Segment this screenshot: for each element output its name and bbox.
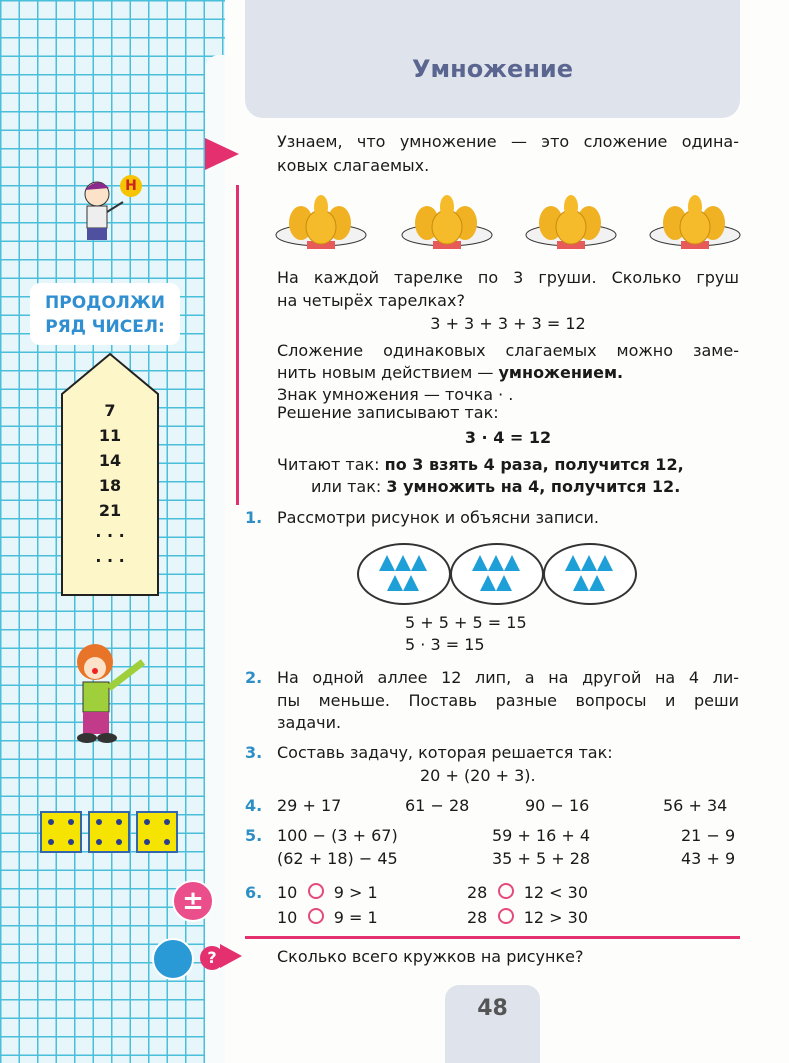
operation-blank-circle[interactable]: [498, 908, 514, 924]
expression: 100 − (3 + 67): [277, 826, 398, 845]
expression: 90 − 16: [525, 796, 590, 815]
expression: 21 − 9: [681, 826, 736, 845]
question-icon: ?: [200, 946, 224, 970]
task-text: Составь задачу, которая решается так:: [277, 743, 613, 762]
operation-blank-circle[interactable]: [308, 908, 324, 924]
expression: 9 = 1: [333, 908, 378, 927]
operation-blank-circle[interactable]: [498, 883, 514, 899]
lesson-question: На каждой тарелке по 3 груши. Сколько груш: [277, 268, 739, 287]
sequence-item: · · ·: [95, 526, 125, 545]
page-header: [245, 0, 740, 118]
sidebar-heading-box: [30, 283, 180, 345]
lesson-question: на четырёх тарелках?: [277, 291, 465, 310]
task-number: 6.: [245, 883, 263, 902]
intro-line: ковых слагаемых.: [277, 156, 430, 175]
expression: 56 + 34: [663, 796, 728, 815]
section-divider: [236, 185, 239, 505]
bonus-arrow-icon: [220, 944, 242, 968]
sidebar-heading-line2: РЯД ЧИСЕЛ:: [45, 317, 165, 337]
lesson-text: или так:: [311, 477, 387, 496]
dice-card: [136, 811, 178, 853]
task-number: 2.: [245, 668, 263, 687]
page-title: Умножение: [411, 55, 574, 83]
clown-character-icon: [65, 640, 155, 745]
number-sequence: [60, 398, 160, 573]
plus-minus-icon: ±: [172, 880, 214, 922]
equation: 5 · 3 = 15: [405, 635, 485, 654]
equation: 20 + (20 + 3).: [420, 766, 536, 785]
lesson-text: Читают так:: [277, 455, 385, 474]
operation-blank-circle[interactable]: [308, 883, 324, 899]
expression: 35 + 5 + 28: [492, 849, 591, 868]
intro-line: Узнаем, что умножение — это сложение одина-: [277, 132, 739, 151]
sequence-item: 11: [98, 426, 122, 445]
task-number: 5.: [245, 826, 263, 845]
lesson-text: Решение записывают так:: [277, 403, 499, 422]
expression: 43 + 9: [681, 849, 736, 868]
operand: 28: [467, 908, 488, 927]
expression: 9 > 1: [333, 883, 378, 902]
lesson-text: Знак умножения — точка · .: [277, 385, 514, 404]
sidebar-heading-line1: ПРОДОЛЖИ: [45, 293, 165, 313]
equation: 3 · 4 = 12: [464, 428, 552, 447]
task-text: Рассмотри рисунок и объясни записи.: [277, 508, 599, 527]
lesson-term: по 3 взять 4 раза, получится 12,: [384, 455, 684, 474]
grid-icon: [152, 938, 194, 980]
expression: 61 − 28: [405, 796, 470, 815]
intro-arrow-icon: [205, 138, 239, 170]
bonus-question: Сколько всего кружков на рисунке?: [277, 947, 584, 966]
dice-card: [88, 811, 130, 853]
lesson-text: Сложение одинаковых слагаемых можно заме-: [277, 341, 739, 360]
task-text: На одной аллее 12 лип, а на другой на 4 ли-: [277, 668, 739, 687]
task-text: задачи.: [277, 713, 342, 732]
page-number: 48: [445, 985, 540, 1063]
task-text: пы меньше. Поставь разные вопросы и реши: [277, 691, 739, 710]
expression: (62 + 18) − 45: [277, 849, 398, 868]
sequence-item: · · ·: [95, 551, 125, 570]
operand: 10: [277, 908, 298, 927]
expression: 12 > 30: [523, 908, 588, 927]
operand: 10: [277, 883, 298, 902]
bonus-divider: [245, 936, 740, 939]
expression: 59 + 16 + 4: [492, 826, 591, 845]
triangles-illustration: [357, 543, 637, 605]
equation: 3 + 3 + 3 + 3 = 12: [430, 314, 586, 333]
task-number: 4.: [245, 796, 263, 815]
dice-card: [40, 811, 82, 853]
task-number: 1.: [245, 508, 263, 527]
expression: 29 + 17: [277, 796, 342, 815]
pears-illustration: [273, 185, 743, 257]
lesson-text: нить новым действием —: [277, 363, 499, 382]
lesson-term: умножением.: [498, 363, 624, 382]
sequence-item: 18: [98, 476, 122, 495]
expression: 12 < 30: [523, 883, 588, 902]
operand: 28: [467, 883, 488, 902]
task-number: 3.: [245, 743, 263, 762]
letter-badge: Н: [120, 175, 142, 197]
sequence-item: 7: [104, 401, 116, 420]
sequence-item: 14: [98, 451, 122, 470]
equation: 5 + 5 + 5 = 15: [405, 613, 527, 632]
lesson-term: 3 умножить на 4, получится 12.: [386, 477, 681, 496]
sequence-item: 21: [98, 501, 122, 520]
